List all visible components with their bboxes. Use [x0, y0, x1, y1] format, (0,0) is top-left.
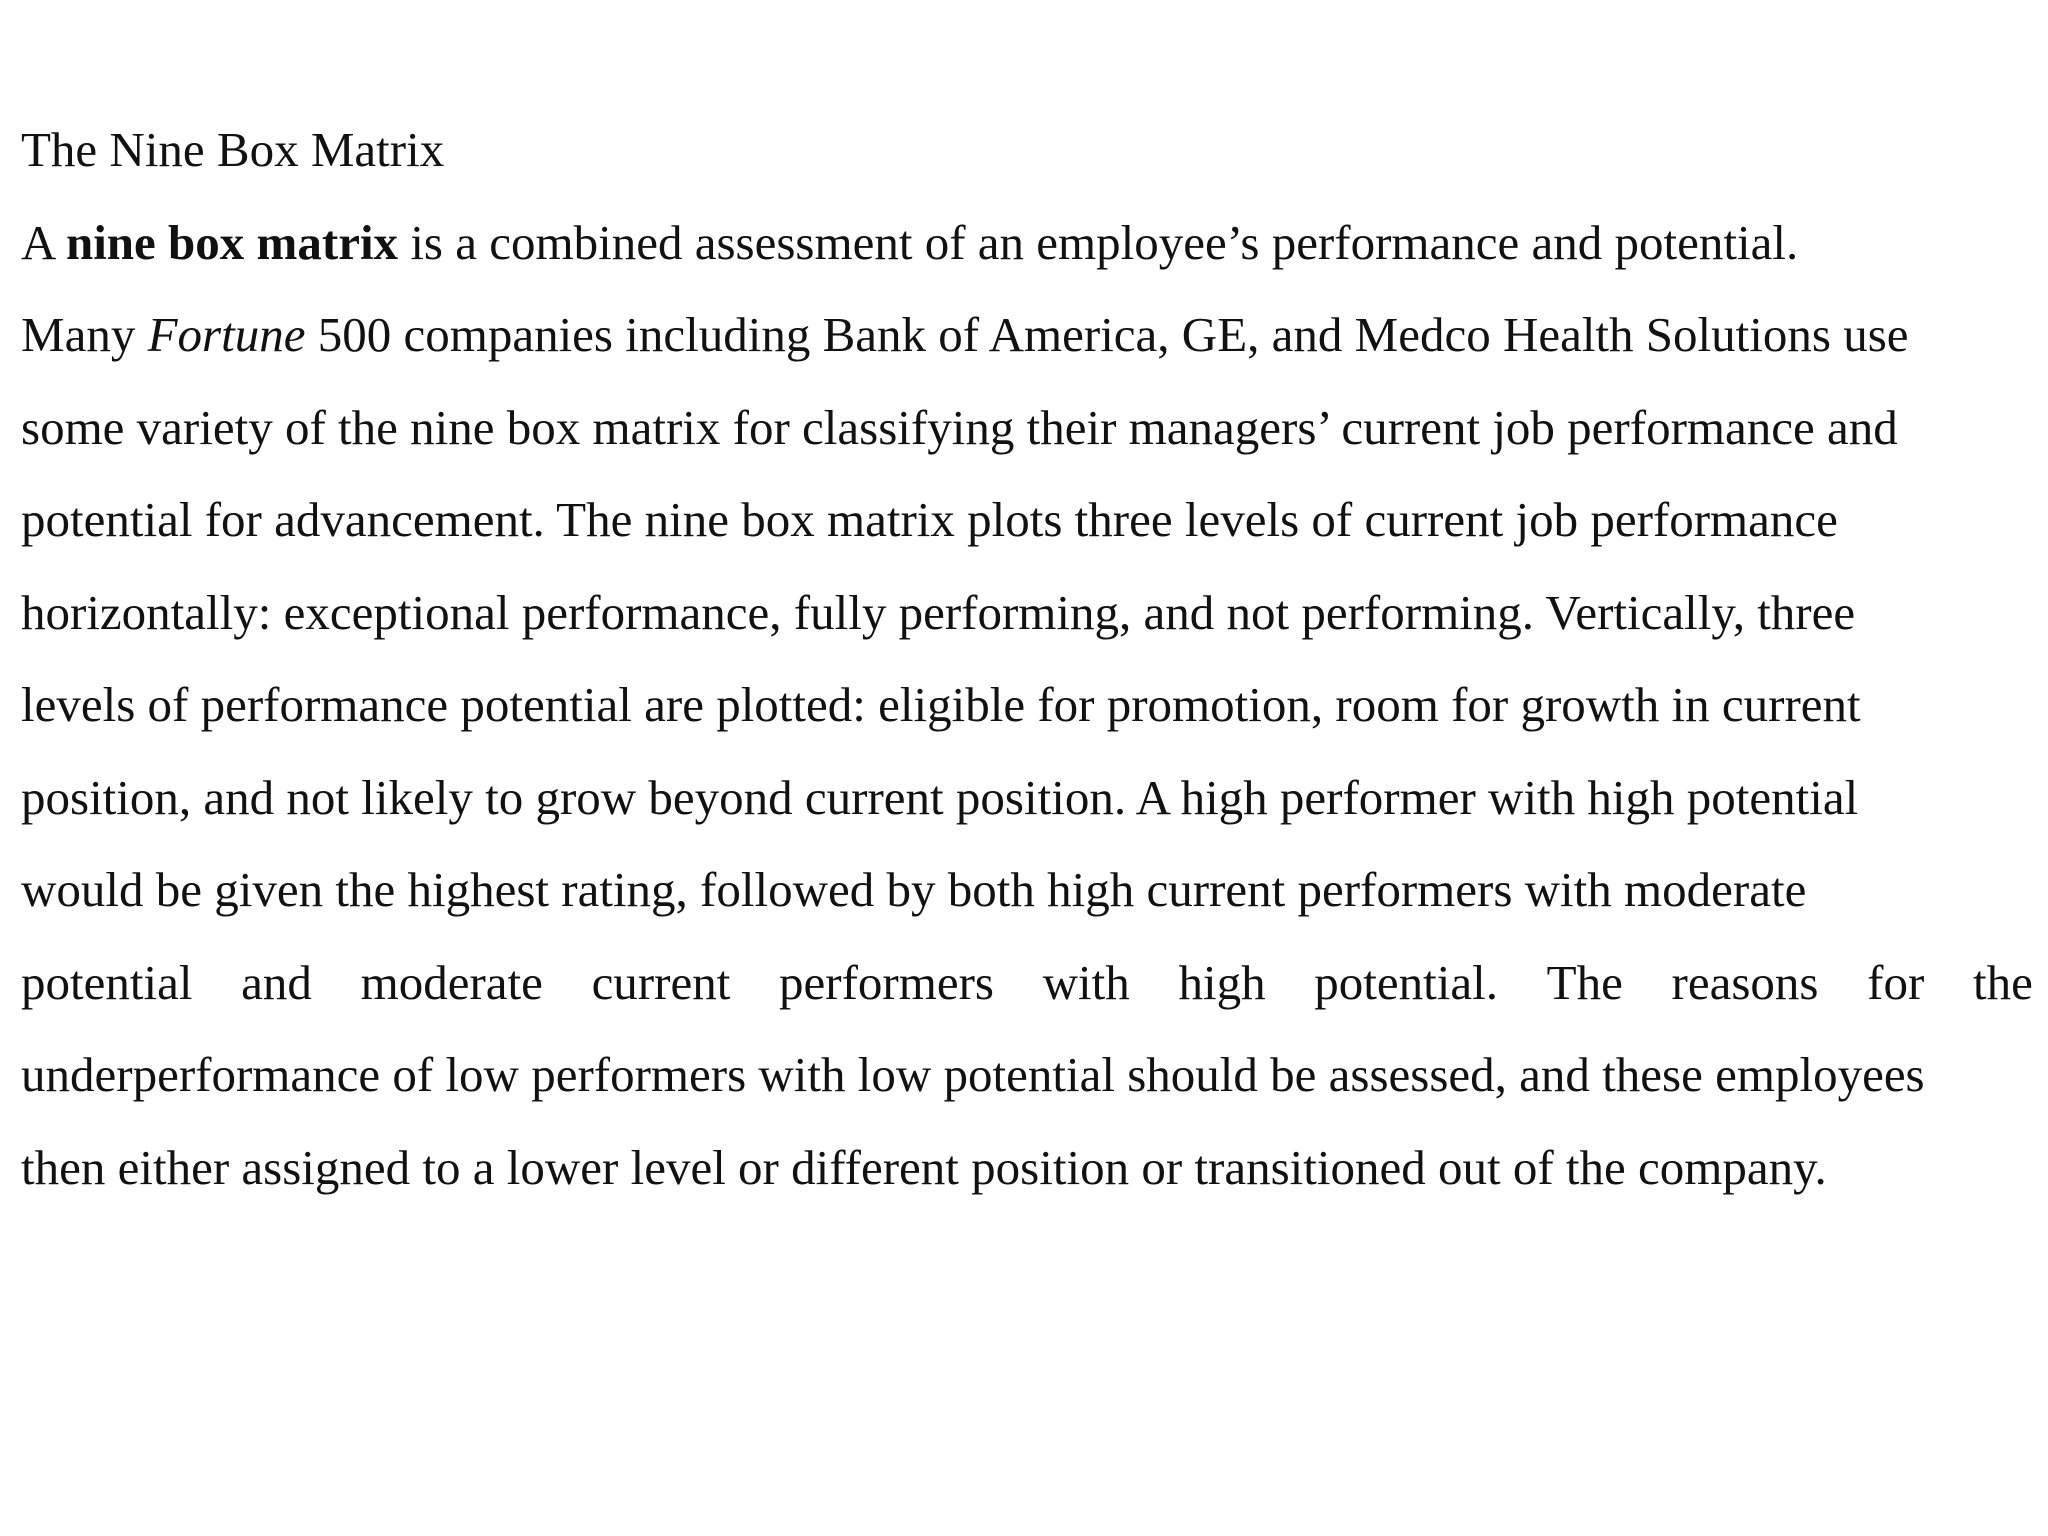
- document-title: The Nine Box Matrix: [21, 122, 445, 177]
- line8-word: performers: [779, 954, 994, 1010]
- paragraph-line-9: underperformance of low performers with low potential should be assessed, and these employees: [21, 1047, 1925, 1102]
- line8-word: reasons: [1671, 954, 1819, 1010]
- paragraph-line-10: then either assigned to a lower level or different position or transitioned out of the company.: [21, 1139, 1827, 1195]
- definition-term: nine box matrix: [65, 214, 399, 270]
- definition-line: [21, 197, 2033, 290]
- line8-word: and: [241, 954, 312, 1010]
- paragraph-line-2: some variety of the nine box matrix for classifying their managers’ current job performance and: [21, 399, 1898, 455]
- line1-prefix: Many: [21, 307, 148, 362]
- line8-word: high: [1178, 954, 1266, 1010]
- paragraph-line-4: horizontally: exceptional performance, fully performing, and not performing. Vertically, three: [21, 584, 1856, 640]
- line8-word: moderate: [360, 954, 543, 1010]
- line8-word: potential: [21, 954, 193, 1010]
- paragraph-line-1: [21, 289, 2033, 382]
- paragraph-line-3: potential for advancement. The nine box matrix plots three levels of current job performance: [21, 492, 1838, 547]
- line1-italic: Fortune: [147, 307, 306, 362]
- paragraph-line-8: [21, 937, 2033, 1030]
- line8-word: for: [1867, 954, 1925, 1010]
- paragraph-line-5: levels of performance potential are plotted: eligible for promotion, room for growth in current: [21, 677, 1861, 732]
- definition-prefix: A: [21, 214, 66, 270]
- line8-word: potential.: [1314, 954, 1498, 1010]
- line8-word: The: [1546, 954, 1623, 1010]
- paragraph-line-6: position, and not likely to grow beyond current position. A high performer with high potential: [21, 769, 1859, 825]
- document-body: [21, 104, 2033, 1214]
- line8-word: with: [1042, 954, 1130, 1010]
- line8-word: the: [1973, 954, 2033, 1010]
- paragraph-line-7: would be given the highest rating, followed by both high current performers with moderate: [21, 862, 1807, 917]
- definition-suffix: is a combined assessment of an employee’s performance and potential.: [398, 214, 1799, 270]
- line8-word: current: [591, 954, 731, 1010]
- line1-suffix: 500 companies including Bank of America, GE, and Medco Health Solutions use: [305, 307, 1909, 362]
